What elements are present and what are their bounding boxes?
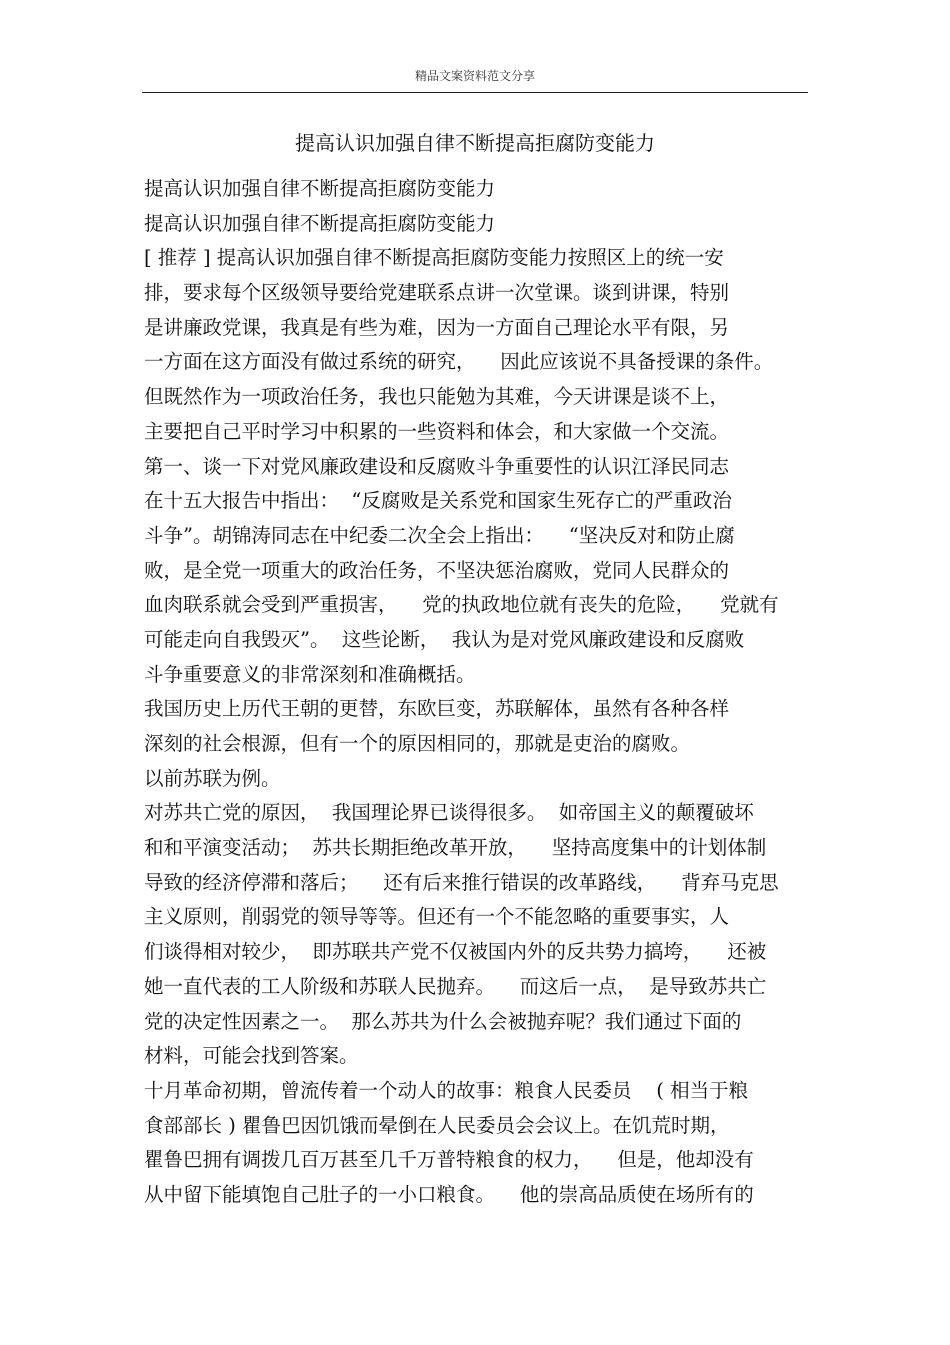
page-header bbox=[142, 64, 808, 93]
text-line: 们谈得相对较少， 即苏联共产党不仅被国内外的反共势力搞垮， 还被 bbox=[144, 940, 767, 964]
text-line: 在十五大报告中指出： “反腐败是关系党和国家生死存亡的严重政治 bbox=[144, 489, 732, 513]
text-line: 提高认识加强自律不断提高拒腐防变能力 bbox=[144, 211, 496, 235]
text-line: 第一、谈一下对党风廉政建设和反腐败斗争重要性的认识江泽民同志 bbox=[144, 454, 730, 478]
text-line: 提高认识加强自律不断提高拒腐防变能力 bbox=[144, 177, 496, 200]
header-text: 精品文案资料范文分享 bbox=[414, 69, 535, 83]
text-line: 深刻的社会根源，但有一个的原因相同的，那就是吏治的腐败。 bbox=[144, 732, 691, 755]
text-line: [ 推荐 ] 提高认识加强自律不断提高拒腐防变能力按照区上的统一安 bbox=[144, 246, 724, 270]
text-line: 导致的经济停滞和落后； 还有后来推行错误的改革路线， 背弃马克思 bbox=[144, 870, 779, 894]
text-line: 但既然作为一项政治任务，我也只能勉为其难，今天讲课是谈不上， bbox=[144, 385, 730, 409]
text-line: 以前苏联为例。 bbox=[144, 766, 281, 790]
text-line: 可能走向自我毁灭”。 这些论断， 我认为是对党风廉政建设和反腐败 bbox=[144, 627, 745, 651]
text-line: 党的决定性因素之一。 那么苏共为什么会被抛弃呢？我们通过下面的 bbox=[144, 1009, 742, 1033]
text-line: 主要把自己平时学习中积累的一些资料和体会，和大家做一个交流。 bbox=[144, 419, 730, 443]
text-line: 败，是全党一项重大的政治任务，不坚决惩治腐败，党同人民群众的 bbox=[144, 558, 730, 582]
text-line: 瞿鲁巴拥有调拨几百万甚至几千万普特粮食的权力， 但是，他却没有 bbox=[144, 1148, 754, 1172]
text-line: 斗争重要意义的非常深刻和准确概括。 bbox=[144, 662, 476, 686]
text-line: 她一直代表的工人阶级和苏联人民抛弃。 而这后一点， 是导致苏共亡 bbox=[144, 974, 767, 998]
text-line: 对苏共亡党的原因， 我国理论界已谈得很多。 如帝国主义的颠覆破坏 bbox=[144, 801, 754, 825]
text-line: 斗争”。胡锦涛同志在中纪委二次全会上指出： “坚决反对和防止腐 bbox=[144, 523, 735, 547]
text-line: 材料，可能会找到答案。 bbox=[144, 1044, 359, 1068]
text-line: 从中留下能填饱自己肚子的一小口粮食。 他的崇高品质使在场所有的 bbox=[144, 1182, 754, 1206]
text-line: 我国历史上历代王朝的更替，东欧巨变，苏联解体，虽然有各种各样 bbox=[144, 697, 730, 721]
text-line: 和和平演变活动； 苏共长期拒绝改革开放， 坚持高度集中的计划体制 bbox=[144, 836, 767, 860]
document-body bbox=[144, 172, 808, 1213]
text-line: 是讲廉政党课，我真是有些为难，因为一方面自己理论水平有限，另 bbox=[144, 315, 730, 339]
text-line: 血肉联系就会受到严重损害， 党的执政地位就有丧失的危险， 党就有 bbox=[144, 593, 779, 617]
text-line: 食部部长 ) 瞿鲁巴因饥饿而晕倒在人民委员会会议上。在饥荒时期， bbox=[144, 1113, 730, 1137]
text-line: 排，要求每个区级领导要给党建联系点讲一次堂课。谈到讲课，特别 bbox=[144, 281, 730, 305]
document-title: 提高认识加强自律不断提高拒腐防变能力 bbox=[295, 131, 655, 155]
text-line: 主义原则，削弱党的领导等等。但还有一个不能忽略的重要事实，人 bbox=[144, 905, 730, 929]
text-line: 十月革命初期，曾流传着一个动人的故事：粮食人民委员 ( 相当于粮 bbox=[144, 1078, 749, 1102]
text-line: 一方面在这方面没有做过系统的研究， 因此应该说不具备授课的条件。 bbox=[144, 350, 774, 374]
